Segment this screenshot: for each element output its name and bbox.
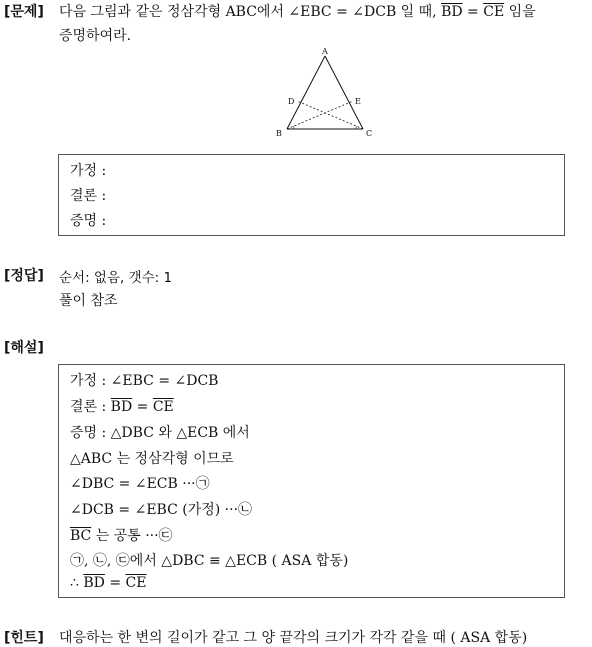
segment-bd: $\overline{BD}$ [83, 575, 105, 591]
solution-line-4: △ABC 는 정삼각형 이므로 [70, 451, 234, 467]
proof-label: 증명 : [70, 213, 107, 229]
solution-line-1: 가정 : ∠EBC = ∠DCB [70, 373, 219, 389]
vertex-label-a: A [322, 47, 328, 56]
segment-ce: $\overline{CE}$ [152, 399, 174, 415]
solution-line-2: 결론 : $\overline{BD} = \overline{CE}$ [70, 399, 174, 415]
vertex-label-c: C [366, 129, 373, 138]
assumption-label: 가정 : [70, 163, 107, 179]
point-label-e: E [355, 97, 361, 106]
segment-bd: $\overline{BD}$ [441, 4, 463, 20]
side-ac [325, 56, 363, 129]
problem-tag: [문제] [4, 4, 44, 20]
hint-tag: [힌트] [4, 630, 44, 646]
conclusion-label: 결론 : [70, 188, 107, 204]
point-label-d: D [288, 97, 295, 106]
solution-box [58, 364, 565, 598]
segment-bc: $\overline{BC}$ [70, 528, 92, 544]
side-ab [287, 56, 325, 129]
answer-meta: 순서: 없음, 갯수: 1 [59, 270, 173, 286]
solution-line-3: 증명 : △DBC 와 △ECB 에서 [70, 425, 250, 441]
segment-bd: $\overline{BD}$ [110, 399, 133, 415]
answer-text: 풀이 참조 [59, 293, 118, 309]
answer-tag: [정답] [4, 268, 44, 284]
hint-text: 대응하는 한 변의 길이가 같고 그 양 끝각의 크기가 각각 같을 때 ( ASA 합동) [59, 630, 528, 646]
segment-ce: $\overline{CE}$ [125, 575, 147, 591]
segment-be [287, 101, 353, 129]
solution-line-6: ∠DCB = ∠EBC (가정) ···㉡ [70, 502, 253, 518]
solution-line-7: $\overline{BC}$ 는 공통 ···㉢ [70, 528, 173, 544]
solution-line-8: ㉠, ㉡, ㉢에서 △DBC ≡ △ECB ( ASA 합동) [70, 553, 349, 569]
problem-line-2: 증명하여라. [59, 28, 132, 44]
segment-ce: $\overline{CE}$ [483, 4, 505, 20]
proof-box [58, 154, 565, 236]
problem-line-1: 다음 그림과 같은 정삼각형 ABC에서 ∠EBC = ∠DCB 일 때, $\overline{BD} = \overline{CE}$ 임을 [59, 4, 536, 20]
triangle-figure [270, 44, 380, 140]
vertex-label-b: B [276, 129, 282, 138]
solution-line-5: ∠DBC = ∠ECB ···㉠ [70, 476, 210, 492]
solution-line-9: ∴ $\overline{BD} = \overline{CE}$ [70, 575, 147, 591]
solution-tag: [해설] [4, 340, 44, 356]
segment-cd [297, 101, 363, 129]
